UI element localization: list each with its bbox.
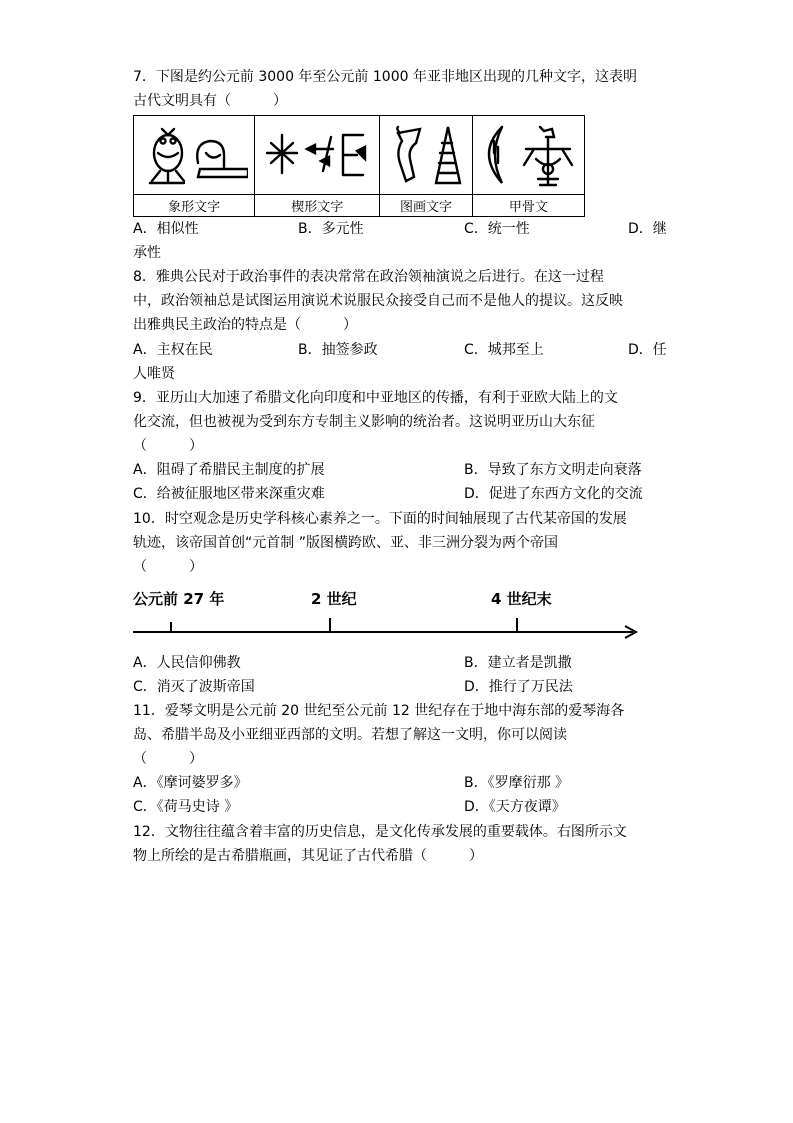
writing-systems-table — [133, 115, 585, 217]
cuneiform-icon — [263, 123, 371, 187]
q7-stem-line1: 7．下图是约公元前 3000 年至公元前 1000 年亚非地区出现的几种文字，这表明 — [133, 69, 637, 85]
timeline-diagram — [133, 588, 653, 648]
timeline-label-27bc: 公元前 27 年 — [133, 590, 225, 608]
q10-stem-line1: 10．时空观念是历史学科核心素养之一。下面的时间轴展现了古代某帝国的发展 — [133, 511, 627, 527]
q11-option-d: D．《天方夜谭》 — [464, 799, 566, 815]
q9-option-d: D．促进了东西方文化的交流 — [464, 486, 643, 502]
q12-stem-line1: 12．文物往往蕴含着丰富的历史信息，是文化传承发展的重要载体。右图所示文 — [133, 824, 627, 840]
q7-option-b: B．多元性 — [298, 221, 364, 237]
q11-stem-line1: 11．爱琴文明是公元前 20 世纪至公元前 12 世纪存在于地中海东部的爱琴海各 — [133, 703, 625, 719]
q10-stem-line2: 轨迹，该帝国首创“元首制 ”版图横跨欧、亚、非三洲分裂为两个帝国 — [133, 535, 558, 551]
q7-option-d: D．继 — [628, 221, 667, 237]
cuneiform-cell — [255, 116, 380, 195]
q8-stem-line1: 8．雅典公民对于政治事件的表决常常在政治领袖演说之后进行。在这一过程 — [133, 269, 604, 285]
q10-option-d: D．推行了万民法 — [464, 679, 573, 695]
q7-option-a: A．相似性 — [133, 221, 199, 237]
q9-option-b: B．导致了东方文明走向衰落 — [464, 462, 642, 478]
oracle-bone-cell — [472, 116, 584, 195]
script-label-hieroglyph: 象形文字 — [134, 195, 255, 217]
q11-stem-line2: 岛、希腊半岛及小亚细亚西部的文明。若想了解这一文明，你可以阅读 — [133, 727, 567, 743]
q8-stem-line2: 中，政治领袖总是试图运用演说术说服民众接受自己而不是他人的提议。这反映 — [133, 293, 623, 309]
q9-stem-line2: 化交流，但也被视为受到东方专制主义影响的统治者。这说明亚历山大东征 — [133, 414, 595, 430]
q10-option-b: B．建立者是凯撒 — [464, 655, 572, 671]
script-label-cuneiform: 楔形文字 — [255, 195, 380, 217]
timeline-label-2nd-century: 2 世纪 — [311, 590, 357, 608]
script-label-pictograph: 图画文字 — [380, 195, 472, 217]
q7-stem-line2: 古代文明具有（ ） — [133, 93, 287, 109]
hieroglyph-owl-icon — [140, 123, 248, 187]
q9-option-c: C．给被征服地区带来深重灾难 — [133, 486, 325, 502]
q8-option-b: B．抽签参政 — [298, 342, 378, 358]
q11-stem-line3: （ ） — [133, 751, 203, 767]
script-label-oracle-bone: 甲骨文 — [472, 195, 584, 217]
pictograph-cell — [380, 116, 472, 195]
q7-option-c: C．统一性 — [464, 221, 530, 237]
q9-stem-line3: （ ） — [133, 438, 203, 454]
q8-option-c: C．城邦至上 — [464, 342, 544, 358]
q11-option-a: A．《摩诃婆罗多》 — [133, 775, 248, 791]
q8-stem-line3: 出雅典民主政治的特点是（ ） — [133, 317, 357, 333]
q9-option-a: A．阻碍了希腊民主制度的扩展 — [133, 462, 325, 478]
q8-option-d: D．任 — [628, 342, 667, 358]
q8-option-a: A．主权在民 — [133, 342, 213, 358]
hieroglyph-cell — [134, 116, 255, 195]
oracle-bone-icon — [478, 123, 578, 187]
timeline-axis — [133, 588, 653, 648]
q10-option-a: A．人民信仰佛教 — [133, 655, 241, 671]
q11-option-c: C．《荷马史诗 》 — [133, 799, 239, 815]
q12-stem-line2: 物上所绘的是古希腊瓶画，其见证了古代希腊（ ） — [133, 848, 483, 864]
timeline-label-late-4th-century: 4 世纪末 — [491, 590, 552, 608]
q7-option-d-wrap: 承性 — [133, 245, 161, 261]
q9-stem-line1: 9．亚历山大加速了希腊文化向印度和中亚地区的传播，有利于亚欧大陆上的文 — [133, 390, 618, 406]
q10-stem-line3: （ ） — [133, 559, 203, 575]
pictograph-icon — [386, 123, 466, 187]
q11-option-b: B．《罗摩衍那 》 — [464, 775, 570, 791]
q8-option-d-wrap: 人唯贤 — [133, 366, 175, 382]
q10-option-c: C．消灭了波斯帝国 — [133, 679, 255, 695]
